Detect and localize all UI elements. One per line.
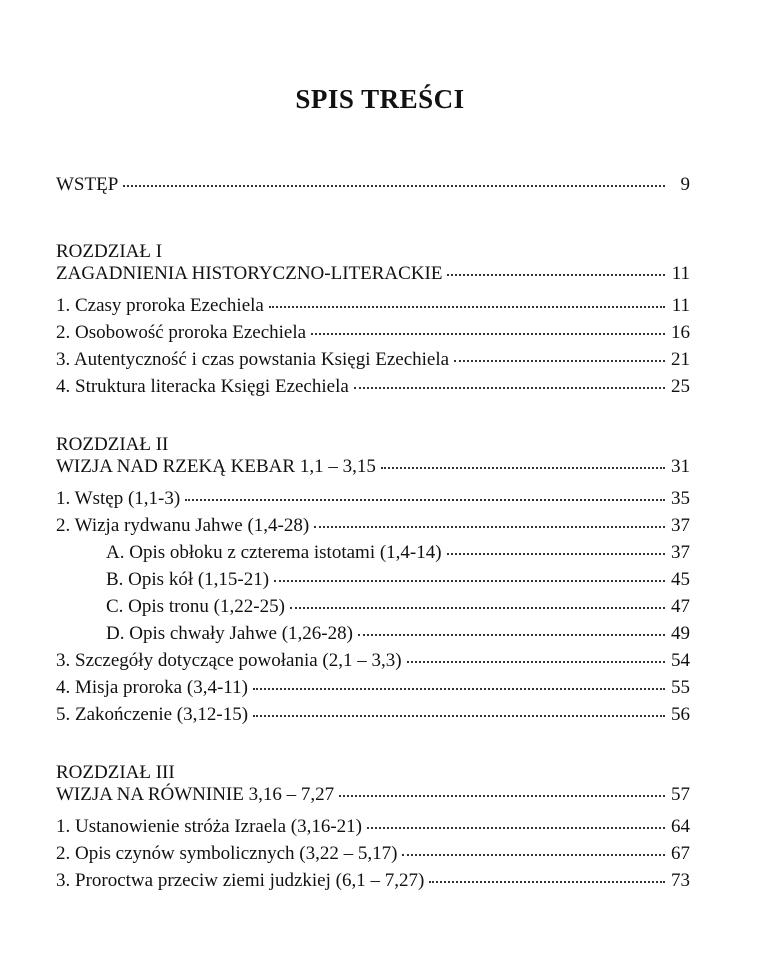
dot-leader (454, 359, 665, 362)
toc-entry-label: WIZJA NA RÓWNINIE 3,16 – 7,27 (56, 784, 335, 805)
toc-page-number: 37 (671, 515, 690, 536)
dot-leader (314, 525, 665, 528)
toc-page-number: 16 (671, 322, 690, 343)
toc-entry-label: A. Opis obłoku z czterema istotami (1,4-14) (106, 542, 442, 563)
table-of-contents (56, 174, 690, 897)
toc-entry-label: 3. Proroctwa przeciw ziemi judzkiej (6,1 – 7,27) (56, 870, 425, 891)
toc-entry-label: 2. Osobowość proroka Ezechiela (56, 322, 307, 343)
toc-page-number: 25 (671, 376, 690, 397)
toc-entry[interactable] (56, 843, 690, 870)
toc-entry-label: 2. Wizja rydwanu Jahwe (1,4-28) (56, 515, 310, 536)
toc-entry-label: B. Opis kół (1,15-21) (106, 569, 270, 590)
toc-page-number: 54 (671, 650, 690, 671)
dot-leader (381, 466, 665, 469)
toc-entry[interactable] (56, 870, 690, 897)
toc-page-number: 56 (671, 704, 690, 725)
dot-leader (311, 332, 665, 335)
dot-leader (429, 880, 665, 883)
toc-entry[interactable] (56, 816, 690, 843)
toc-subentry[interactable] (56, 596, 690, 623)
toc-page-number: 57 (671, 784, 690, 805)
toc-page-number: 67 (671, 843, 690, 864)
toc-entry-label: 2. Opis czynów symbolicznych (3,22 – 5,17) (56, 843, 398, 864)
chapter-heading[interactable] (56, 263, 690, 290)
toc-entry-label: 1. Wstęp (1,1-3) (56, 488, 181, 509)
toc-page-number: 11 (671, 263, 690, 284)
dot-leader (402, 853, 665, 856)
toc-entry-label: 1. Ustanowienie stróża Izraela (3,16-21) (56, 816, 362, 837)
dot-leader (290, 606, 665, 609)
toc-page-number: 45 (671, 569, 690, 590)
dot-leader (447, 552, 665, 555)
page-title: SPIS TREŚCI (295, 84, 465, 114)
dot-leader (269, 305, 665, 308)
toc-entry[interactable] (56, 349, 690, 376)
toc-entry[interactable] (56, 515, 690, 542)
toc-page-number: 49 (671, 623, 690, 644)
toc-subentry[interactable] (56, 569, 690, 596)
toc-page-number: 64 (671, 816, 690, 837)
toc-entry-label: 3. Szczegóły dotyczące powołania (2,1 – 3,3) (56, 650, 402, 671)
toc-entry-label: 4. Struktura literacka Księgi Ezechiela (56, 376, 349, 397)
toc-entry[interactable] (56, 295, 690, 322)
toc-page-number: 35 (671, 488, 690, 509)
toc-page-number: 73 (671, 870, 690, 891)
toc-entry[interactable] (56, 322, 690, 349)
chapter-label: ROZDZIAŁ III (56, 762, 175, 783)
toc-entry-label: 1. Czasy proroka Ezechiela (56, 295, 264, 316)
toc-entry[interactable] (56, 704, 690, 731)
toc-entry-label: WIZJA NAD RZEKĄ KEBAR 1,1 – 3,15 (56, 456, 376, 477)
toc-entry-intro[interactable] (56, 174, 690, 201)
dot-leader (354, 386, 665, 389)
chapter-heading[interactable] (56, 784, 690, 811)
toc-entry[interactable] (56, 376, 690, 403)
toc-entry-label: C. Opis tronu (1,22-25) (106, 596, 285, 617)
toc-page-number: 31 (671, 456, 690, 477)
chapter-label: ROZDZIAŁ II (56, 434, 169, 455)
dot-leader (253, 714, 665, 717)
toc-page-number: 11 (671, 295, 690, 316)
toc-subentry[interactable] (56, 542, 690, 569)
dot-leader (274, 579, 665, 582)
toc-page-number: 47 (671, 596, 690, 617)
toc-entry[interactable] (56, 488, 690, 515)
dot-leader (367, 826, 665, 829)
toc-subentry[interactable] (56, 623, 690, 650)
toc-entry-label: D. Opis chwały Jahwe (1,26-28) (106, 623, 353, 644)
dot-leader (339, 794, 665, 797)
chapter-label: ROZDZIAŁ I (56, 241, 163, 262)
toc-entry-label: 5. Zakończenie (3,12-15) (56, 704, 249, 725)
toc-entry[interactable] (56, 677, 690, 704)
toc-entry-label: WSTĘP (56, 174, 119, 195)
toc-entry-label: ZAGADNIENIA HISTORYCZNO-LITERACKIE (56, 263, 443, 284)
toc-entry-label: 4. Misja proroka (3,4-11) (56, 677, 248, 698)
toc-page-number: 21 (671, 349, 690, 370)
dot-leader (123, 184, 665, 187)
toc-page-number: 9 (680, 174, 690, 195)
dot-leader (185, 498, 665, 501)
toc-entry[interactable] (56, 650, 690, 677)
dot-leader (253, 687, 665, 690)
dot-leader (407, 660, 665, 663)
toc-page-number: 37 (671, 542, 690, 563)
toc-page-number: 55 (671, 677, 690, 698)
chapter-heading[interactable] (56, 456, 690, 483)
toc-entry-label: 3. Autentyczność i czas powstania Księgi Ezechiela (56, 349, 450, 370)
dot-leader (358, 633, 665, 636)
dot-leader (447, 273, 665, 276)
